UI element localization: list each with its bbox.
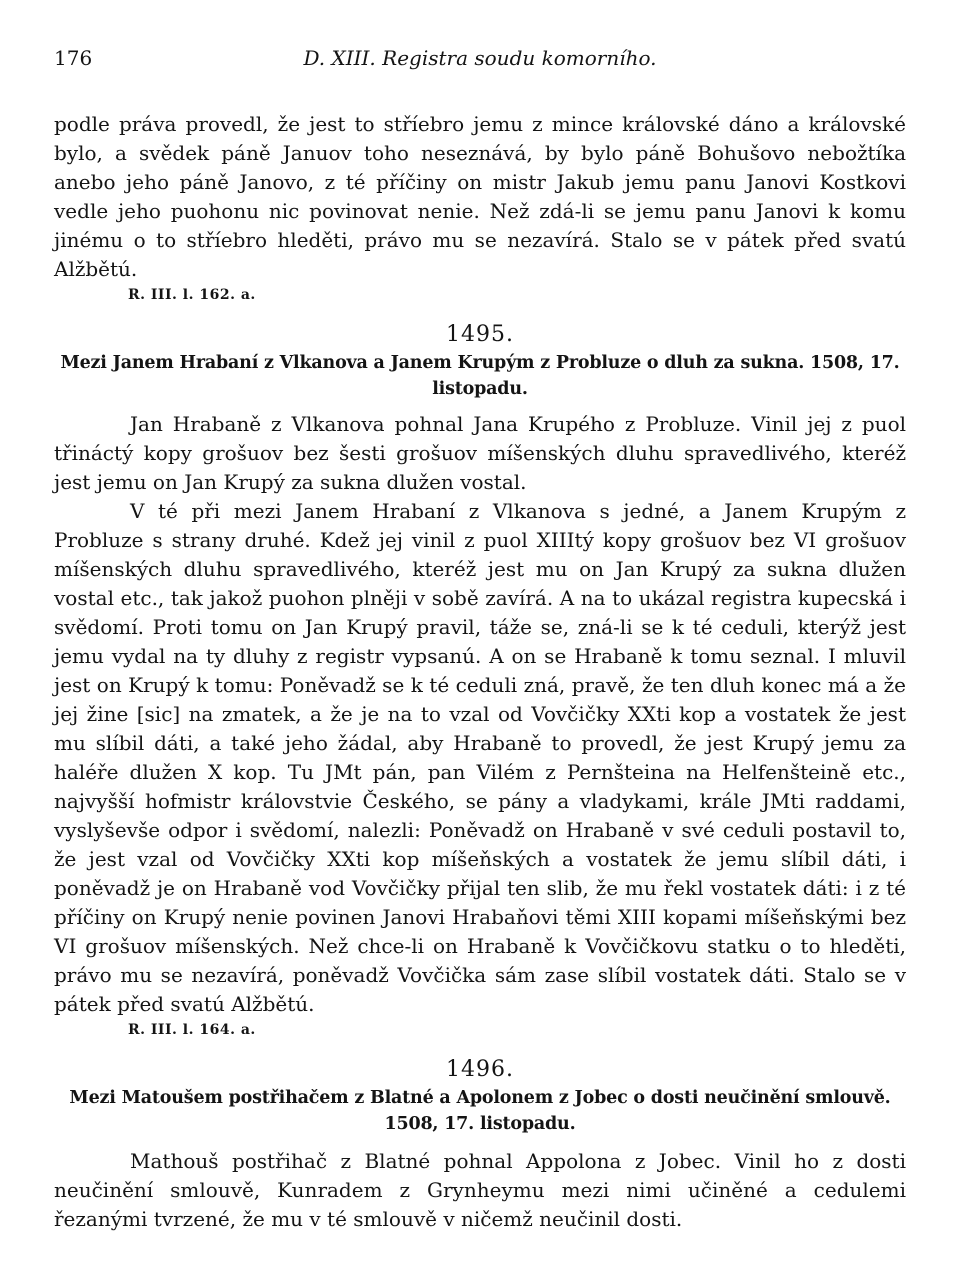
entry-number-1496: 1496. — [446, 1057, 514, 1082]
archive-reference-164: R. III. l. 164. a. — [128, 1022, 256, 1038]
page-header — [54, 46, 906, 80]
entry-date-1496: 1508, 17. listopadu. — [384, 1114, 576, 1134]
running-head: D. XIII. Registra soudu komorního. — [303, 46, 657, 70]
entry-number-1495: 1495. — [446, 322, 514, 347]
archive-reference-162: R. III. l. 162. a. — [128, 287, 256, 303]
intro-paragraph: podle práva provedl, že jest to stříebro jemu z mince královské dáno a královské bylo, a svědek páně Januov toho neseznává, by bylo páně Bohušovo nebožtíka anebo jeho páně Janovo, z té příčiny on mistr Jakub jemu panu Janovi Kostkovi vedle jeho puohonu nic povinovat nenie. Než zdá-li se jemu panu Janovi k komu jinému o to stříebro hleděti, právo mu se nezavírá. Stalo se v pátek před svatú Alžbětú. — [54, 112, 906, 281]
entry-1496-paragraph: Mathouš postřihač z Blatné pohnal Appolona z Jobec. Vinil ho z dosti neučinění smlouvě, Kunradem z Grynheymu mezi nimi učiněné a cedulemi řezanými tvrzené, že mu v té smlouvě v ničemž neučinil dosti. — [54, 1149, 906, 1231]
entry-1495-paragraph-1: Jan Hrabaně z Vlkanova pohnal Jana Krupého z Probluze. Vinil jej z puol třináctý kopy grošuov bez šesti grošuov míšenských dluhu spravedlivého, kteréž jest jemu on Jan Krupý za sukna dlužen vostal. — [54, 412, 906, 494]
entry-1495-paragraph-2: V té při mezi Janem Hrabaní z Vlkanova s jedné, a Janem Krupým z Probluze s strany druhé. Kdež jej vinil z puol XIIItý kopy grošuov bez VI grošuov míšenských dluhu spravedlivého, kteréž jest mu on Jan Krupý za sukna dlužen vostal etc., tak jakož puohon plněji v sobě zavírá. A na to ukázal registra kupecská i svědomí. Proti tomu on Jan Krupý pravil, táže se, zná-li se k té ceduli, kterýž jest jemu vydal na ty dluhy z registr vypsanú. A on se Hrabaně k tomu seznal. I mluvil jest on Krupý k tomu: Poněvadž se k té ceduli zná, pravě, že ten dluh konec má a že jej žine [sic] na zmatek, a že je na to vzal od Vovčičky XXti kop a vostatek že jest mu slíbil dáti, a také jeho žádal, aby Hrabaně to provedl, že jest Krupý jemu za haléře dlužen X kop. Tu JMt pán, pan Vilém z Pernšteina na Helfenšteině etc., najvyšší hofmistr královstvie Českého, se pány a vladykami, krále JMti raddami, vyslyševše odpor i svědomí, nalezli: Poněvadž on Hrabaně v své ceduli postavil to, že jest vzal od Vovčičky XXti kop míšeňských a vostatek že jemu slíbil dáti, i poněvadž je on Hrabaně vod Vovčičky přijal ten slib, že mu řekl vostatek dáti: i z té příčiny on Krupý nenie povinen Janovi Hrabaňovi těmi XIII kopami míšeňskými bez VI grošuov míšenských. Než chce-li on Hrabaně k Vovčičkovu statku o to hleděti, právo mu se nezavírá, poněvadž Vovčička sám zase slíbil vostatek dáti. Stalo se v pátek před svatú Alžbětú. — [54, 499, 906, 1016]
entry-summary-1496: Mezi Matoušem postřihačem z Blatné a Apolonem z Jobec o dosti neučinění smlouvě. — [69, 1088, 891, 1108]
entry-summary-1495: Mezi Janem Hrabaní z Vlkanova a Janem Krupým z Probluze o dluh za sukna. 1508, 17. listopadu. — [60, 353, 900, 399]
page-number: 176 — [54, 46, 93, 70]
